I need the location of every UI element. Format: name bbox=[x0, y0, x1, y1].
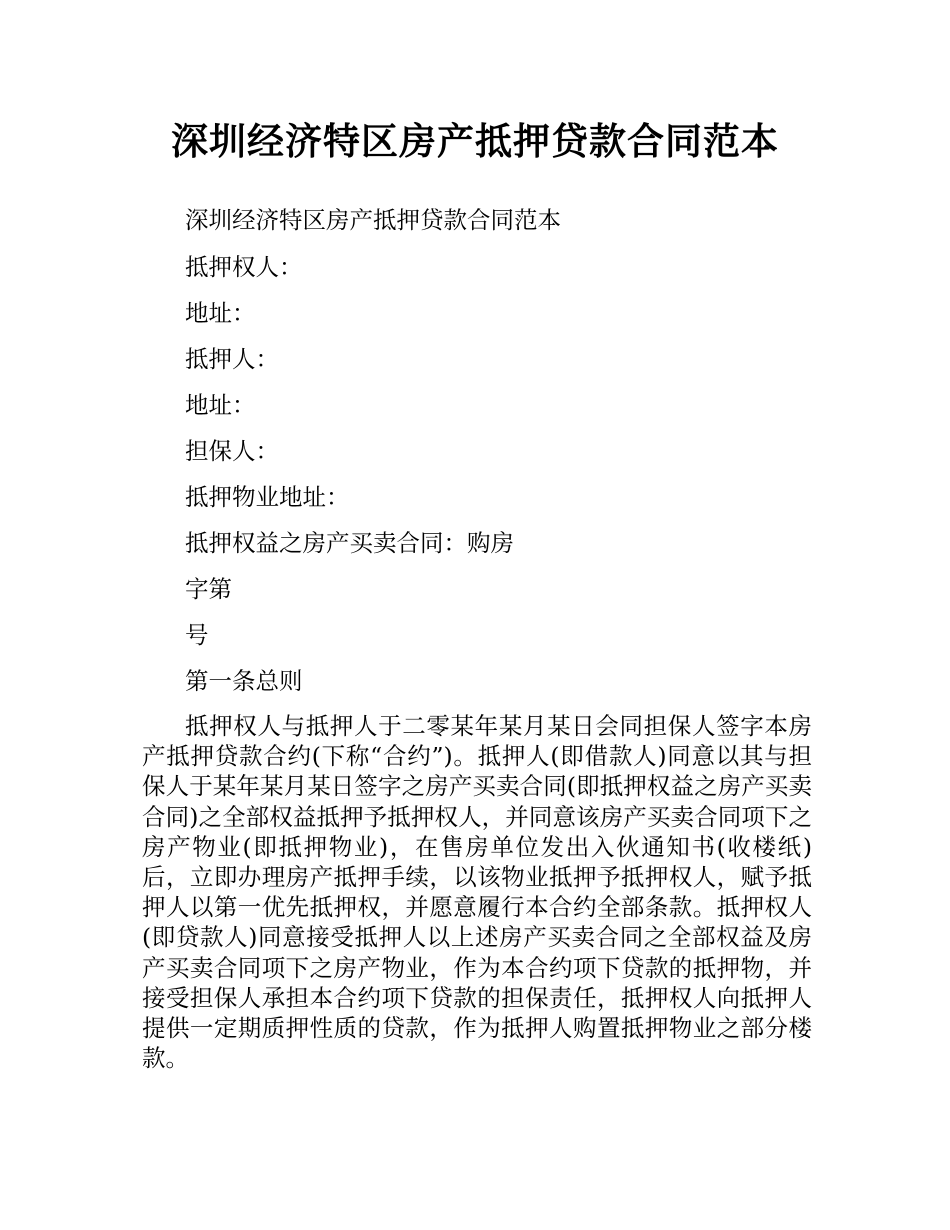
sale-contract-label: 抵押权益之房产买卖合同：购房 bbox=[185, 529, 514, 557]
contract-number-label: 号 bbox=[185, 621, 209, 649]
document-title: 深圳经济特区房产抵押贷款合同范本 bbox=[171, 120, 779, 163]
mortgagee-address-label: 地址： bbox=[185, 299, 256, 327]
mortgagor-label: 抵押人： bbox=[185, 345, 279, 373]
mortgagor-address-label: 地址： bbox=[185, 391, 256, 419]
document-subtitle: 深圳经济特区房产抵押贷款合同范本 bbox=[185, 206, 561, 234]
general-provisions-paragraph: 抵押权人与抵押人于二零某年某月某日会同担保人签字本房产抵押贷款合约(下称“合约”)。抵押人(即借款人)同意以其与担保人于某年某月某日签字之房产买卖合同(即抵押权益之房产买卖合同)之全部权益抵押予抵押权人，并同意该房产买卖合同项下之房产物业(即抵押物业)，在售房单位发出入伙通知书(收楼纸)后，立即办理房产抵押手续，以该物业抵押予抵押权人，赋予抵押人以第一优先抵押权，并愿意履行本合约全部条款。抵押权人(即贷款人)同意接受抵押人以上述房产买卖合同之全部权益及房产买卖合同项下之房产物业，作为本合约项下贷款的抵押物，并接受担保人承担本合约项下贷款的担保责任，抵押权人向抵押人提供一定期质押性质的贷款，作为抵押人购置抵押物业之部分楼款。 bbox=[142, 712, 812, 1073]
mortgagee-label: 抵押权人： bbox=[185, 253, 303, 281]
contract-word-label: 字第 bbox=[185, 575, 232, 603]
guarantor-label: 担保人： bbox=[185, 437, 279, 465]
section-heading: 第一条总则 bbox=[185, 667, 303, 695]
property-address-label: 抵押物业地址： bbox=[185, 483, 350, 511]
